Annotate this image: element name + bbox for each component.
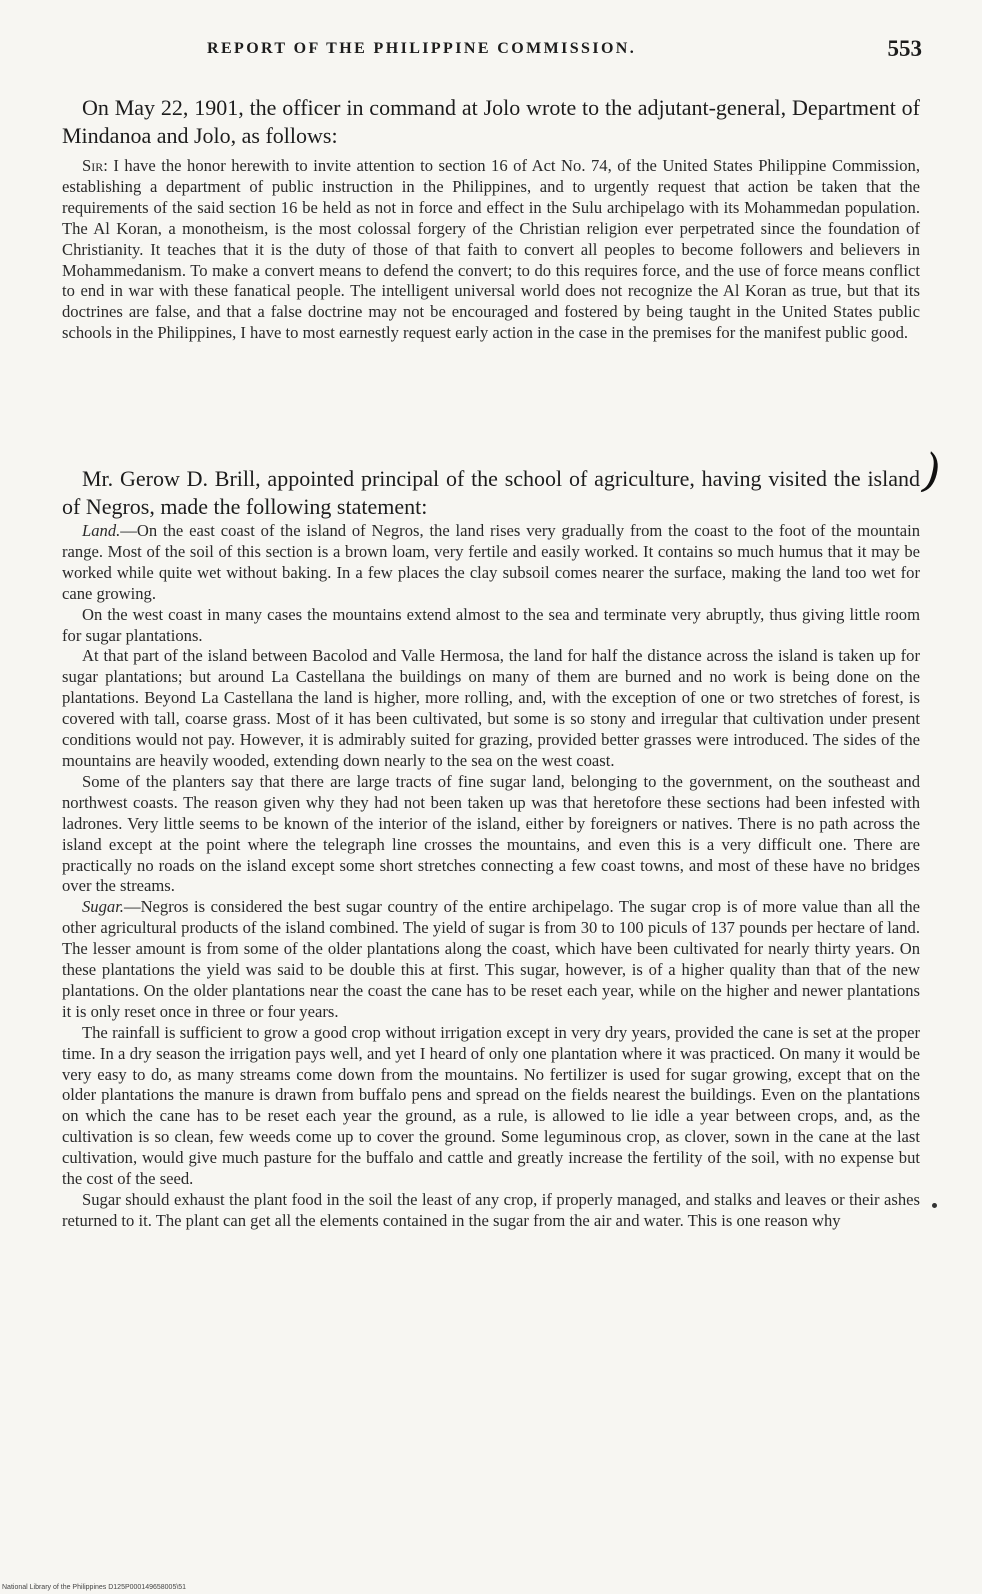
- margin-dot-mark: [932, 1203, 937, 1208]
- letter-text: I have the honor herewith to invite attention to section 16 of Act No. 74, of the United States Philippine Commission, establishing a department of public instruction in the Philippines, and to urgently request that action be taken that the requirements of the said section 16 be held as not in force and effect in the Sulu archipelago with its Mohammedan population. The Al Koran, a monotheism, is the most colossal forgery of the Christian religion ever perpetrated since the foundation of Christianity. It teaches that it is the duty of those of that faith to convert all peoples to become followers and believers in Mohammedanism. To make a convert means to defend the convert; to do this requires force, and the use of force means conflict to end in war with these fanatical people. The intelligent universal world does not recognize the Al Koran as true, but that its doctrines are false, and that a false doctrine may not be encouraged and fostered by being taught in the United States public schools in the Philippines, I have to most earnestly request early action in the case in the premises for the manifest public good.: [62, 156, 920, 343]
- statement-paragraph: [62, 605, 920, 647]
- letter-paragraph: [62, 156, 920, 344]
- paragraph-text: The rainfall is sufficient to grow a good crop without irrigation except in very dry years, provided the cane is set at the proper time. In a dry season the irrigation pays well, and yet I heard of only one plantation where it was practiced. On many it would be very easy to do, as many streams come down from the mountains. No fertilizer is used for sugar growing, except that on the older plantations the manure is drawn from buffalo pens and spread on the fields nearest the buildings. Even on the plantations on which the cane has to be reset each year the ground, as a rule, is allowed to lie idle a year between crops, and, as the cultivation is so clean, few weeds come up to cover the ground. Some leguminous crop, as clover, sown in the cane at the last cultivation, would give much pasture for the buffalo and cattle and greatly increase the fertility of the soil, with no expense but the cost of the seed.: [62, 1022, 920, 1189]
- letter-body: [62, 156, 920, 344]
- statement-paragraph: [62, 521, 920, 605]
- paragraph-lead: Land.: [82, 521, 121, 540]
- margin-bracket-mark: ): [916, 442, 948, 500]
- section-heading-brill: Mr. Gerow D. Brill, appointed principal of the school of agriculture, having visited the island of Negros, made the following statement:: [62, 466, 920, 519]
- statement-paragraph: [62, 772, 920, 897]
- statement-paragraph: [62, 1023, 920, 1190]
- letter-salutation: Sir:: [82, 156, 108, 175]
- statement-paragraph: [62, 897, 920, 1022]
- section-heading-jolo: On May 22, 1901, the officer in command at Jolo wrote to the adjutant-general, Department of Mindanoa and Jolo, as follows:: [62, 95, 920, 148]
- paragraph-text: —Negros is considered the best sugar country of the entire archipelago. The sugar crop is of more value than all the other agricultural products of the island combined. The yield of sugar is from 30 to 100 piculs of 137 pounds per hectare of land. The lesser amount is from some of the older plantations along the coast, which have been cultivated for nearly thirty years. On these plantations the yield was said to be double this at first. This sugar, however, is of a higher quality than that of the new plantations. On the older plantations near the coast the cane has to be reset each year, while on the higher and newer plantations it is only reset once in three or four years.: [62, 897, 920, 1021]
- paragraph-text: Sugar should exhaust the plant food in the soil the least of any crop, if properly managed, and stalks and leaves or their ashes returned to it. The plant can get all the elements contained in the sugar from the air and water. This is one reason why: [62, 1190, 920, 1230]
- paragraph-text: —On the east coast of the island of Negros, the land rises very gradually from the coast to the foot of the mountain range. Most of the soil of this section is a brown loam, very fertile and easily worked. It contains so much humus that it may be worked while quite wet without baking. In a few places the clay subsoil comes nearer the surface, making the land too wet for cane growing.: [62, 521, 920, 603]
- running-head: [62, 36, 922, 66]
- agriculture-statement: [62, 521, 920, 1232]
- paragraph-lead: Sugar.: [82, 897, 124, 917]
- statement-paragraph: [62, 646, 920, 771]
- paragraph-text: At that part of the island between Bacolod and Valle Hermosa, the land for half the distance across the island is taken up for sugar plantations; but around La Castellana the buildings on many of them are burned and no work is being done on the plantations. Beyond La Castellana the land is higher, more rolling, and, with the exception of one or two stretches of forest, is covered with tall, coarse grass. Most of it has been cultivated, but some is so stony and irregular that cultivation under present conditions would not pay. However, it is admirably suited for grazing, provided better grasses were introduced. The sides of the mountains are heavily wooded, extending down nearly to the sea on the west coast.: [62, 646, 920, 770]
- page-number: 553: [887, 36, 922, 61]
- paragraph-text: Some of the planters say that there are large tracts of fine sugar land, belonging to the government, on the southeast and northwest coasts. The reason given why they had not been taken up was that heretofore these sections had been infested with ladrones. Very little seems to be known of the interior of the island, either by foreigners or natives. There is no path across the island except at the point where the telegraph line crosses the mountains, and even this is a very difficult one. There are practically no roads on the island except some short stretches connecting a few coast towns, and most of these have no bridges over the streams.: [62, 771, 920, 896]
- scan-footer: National Library of the Philippines D125P000149658005\51: [2, 1584, 187, 1591]
- paragraph-text: On the west coast in many cases the mountains extend almost to the sea and terminate very abruptly, thus giving little room for sugar plantations.: [62, 604, 920, 645]
- running-head-title: REPORT OF THE PHILIPPINE COMMISSION.: [207, 40, 637, 57]
- statement-paragraph: [62, 1190, 920, 1232]
